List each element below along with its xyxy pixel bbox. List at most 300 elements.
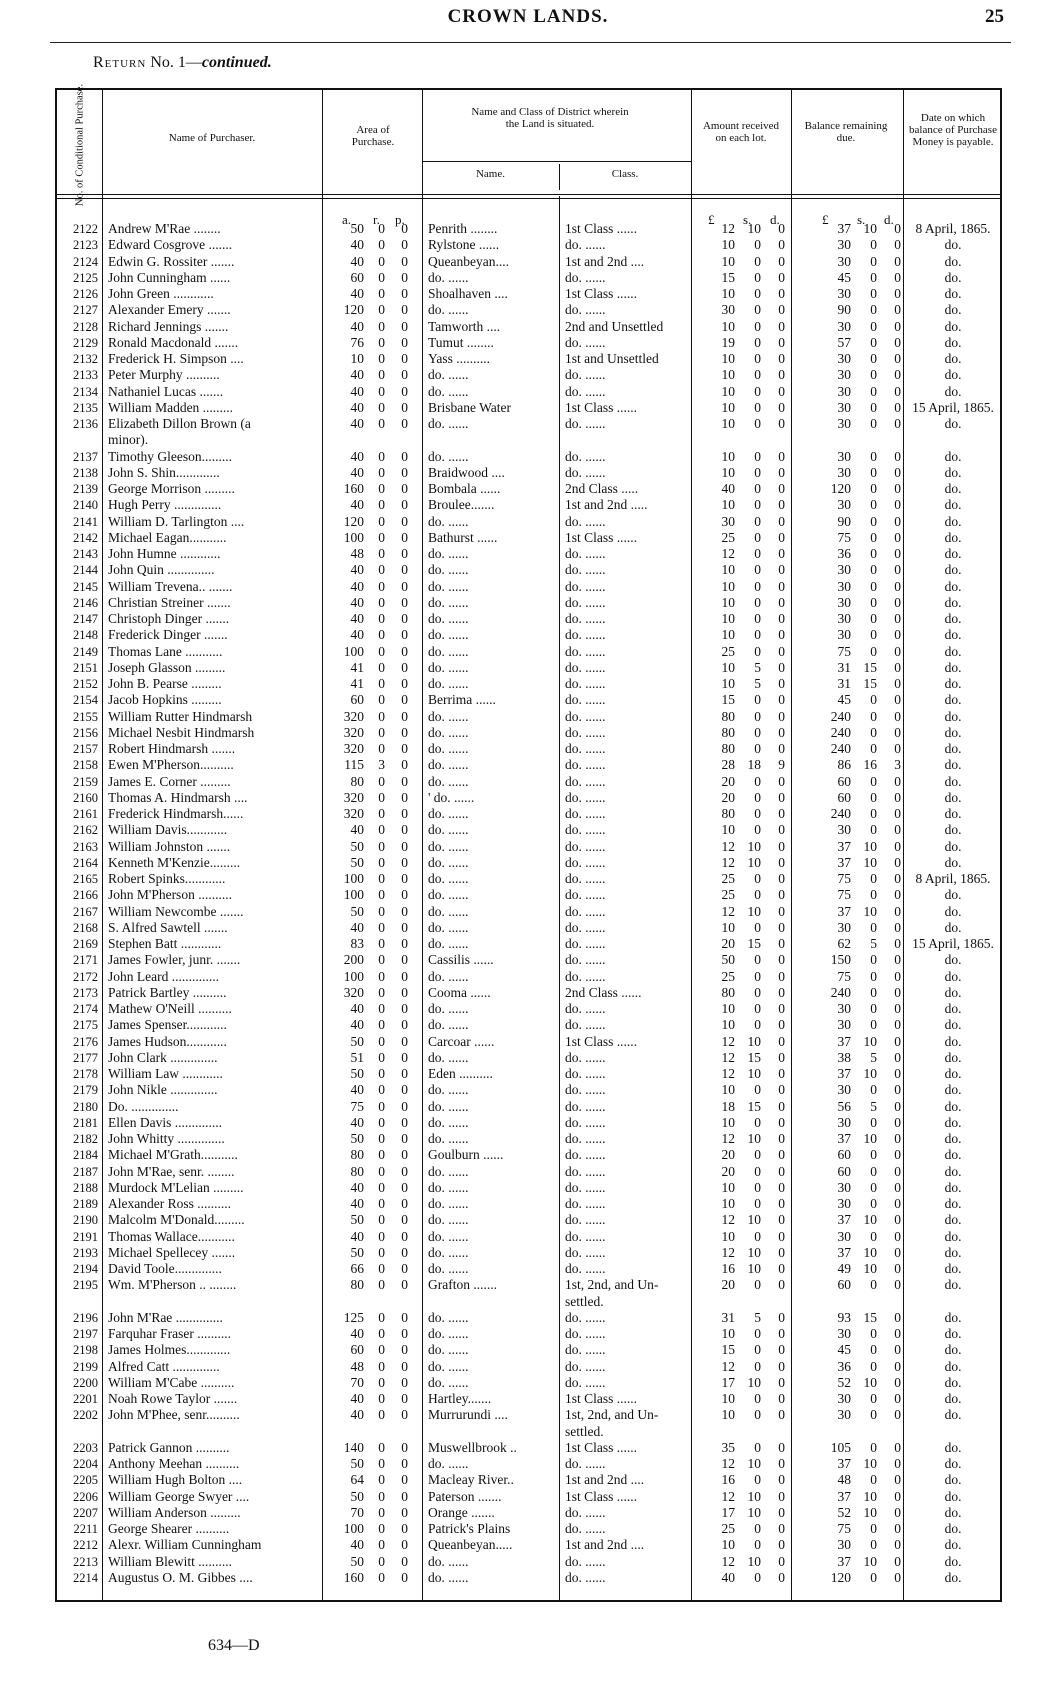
purchase-number: 2213 [73, 1554, 98, 1569]
area-acres: 50 [350, 1488, 364, 1504]
area-acres: 40 [350, 578, 364, 594]
district-name: do. ...... [428, 611, 469, 626]
amount-pounds: 25 [721, 887, 735, 903]
district-name: Macleay River.. [428, 1472, 514, 1488]
balance-shillings: 10 [863, 1374, 877, 1390]
amount-pounds: 10 [721, 562, 735, 578]
district-name: Queanbeyan..... [428, 1537, 513, 1553]
district-name: do. ...... [428, 968, 469, 984]
balance-pence: 0 [894, 1114, 901, 1130]
unit-pence-balance: d. [884, 212, 894, 227]
area-acres: 320 [343, 708, 364, 724]
area-roods: 0 [378, 789, 385, 805]
balance-pence: 0 [894, 887, 901, 903]
payable-date: do. [944, 1456, 962, 1471]
purchase-number: 2195 [73, 1278, 98, 1293]
area-roods: 0 [378, 838, 385, 854]
area-acres: 10 [350, 351, 364, 366]
amount-pounds: 12 [721, 1358, 735, 1374]
district-name: do. ...... [428, 887, 469, 903]
area-roods: 0 [378, 984, 385, 1000]
purchaser-name: William Davis............ [108, 822, 228, 838]
purchase-number: 2129 [73, 335, 98, 350]
area-acres: 40 [350, 627, 364, 643]
district-name: Rylstone ...... [428, 237, 500, 253]
payable-date: do. [944, 1277, 962, 1293]
district-class: do. ...... [565, 692, 606, 708]
header-no: No. of Conditional Purchase. [74, 83, 86, 207]
area-roods: 0 [378, 383, 385, 399]
area-roods: 0 [378, 1066, 385, 1081]
area-perches: 0 [401, 416, 408, 431]
district-name: do. ...... [428, 448, 469, 464]
amount-pounds: 10 [721, 1391, 735, 1406]
table-row [0, 741, 1056, 757]
table-row [0, 936, 1056, 952]
balance-pence: 0 [894, 1488, 901, 1504]
amount-pounds: 12 [721, 1244, 735, 1260]
area-perches: 0 [401, 968, 408, 984]
table-row [0, 1440, 1056, 1456]
purchase-number: 2167 [73, 904, 98, 919]
payable-date: do. [944, 806, 962, 821]
balance-pounds: 75 [837, 968, 851, 984]
balance-pence: 0 [894, 269, 901, 285]
area-roods: 0 [378, 237, 385, 253]
district-name: Grafton ....... [428, 1277, 497, 1293]
purchaser-name: John Humne ............ [108, 546, 221, 561]
amount-shillings: 0 [754, 692, 761, 708]
amount-pounds: 12 [721, 546, 735, 561]
area-roods: 0 [378, 1017, 385, 1033]
area-roods: 0 [378, 497, 385, 513]
payable-date: do. [944, 1228, 962, 1244]
amount-pence: 0 [778, 1244, 785, 1260]
amount-shillings: 0 [754, 1358, 761, 1374]
amount-pence: 0 [778, 416, 785, 431]
district-name: do. ...... [428, 562, 469, 578]
balance-pence: 0 [894, 302, 901, 318]
district-name: do. ...... [428, 1374, 469, 1390]
purchaser-name: William George Swyer .... [108, 1488, 250, 1504]
purchaser-name: James Spenser............ [108, 1017, 227, 1033]
payable-date: do. [944, 302, 962, 318]
amount-pounds: 17 [721, 1504, 735, 1520]
district-class: 2nd Class ..... [565, 481, 639, 496]
area-perches: 0 [401, 221, 408, 236]
header-date: Date on which balance of Purchase Money is payable. [909, 112, 997, 148]
table-row [0, 822, 1056, 838]
amount-pence: 0 [778, 789, 785, 805]
purchase-number: 2138 [73, 465, 98, 480]
area-roods: 0 [378, 627, 385, 643]
area-perches: 0 [401, 936, 408, 951]
balance-pounds: 36 [837, 1358, 851, 1374]
amount-pounds: 10 [721, 676, 735, 691]
purchaser-name: Ewen M'Pherson.......... [108, 757, 234, 773]
purchase-number: 2162 [73, 823, 98, 838]
amount-pence: 0 [778, 1407, 785, 1423]
area-perches: 0 [401, 237, 408, 253]
district-class: do. ...... [565, 773, 606, 789]
area-roods: 0 [378, 1001, 385, 1016]
balance-shillings: 0 [870, 708, 877, 724]
payable-date: do. [944, 1504, 962, 1520]
balance-pence: 0 [894, 919, 901, 935]
purchaser-name: George Shearer .......... [108, 1521, 230, 1536]
amount-pounds: 10 [721, 1228, 735, 1244]
district-class: do. ...... [565, 1342, 606, 1358]
district-class: do. ...... [565, 448, 606, 464]
purchase-number: 2190 [73, 1213, 98, 1228]
area-perches: 0 [401, 1537, 408, 1553]
district-class: 1st Class ...... [565, 399, 638, 415]
amount-pounds: 40 [721, 1569, 735, 1585]
amount-pence: 0 [778, 1261, 785, 1276]
amount-pounds: 10 [721, 464, 735, 480]
area-acres: 40 [350, 416, 364, 431]
amount-pence: 0 [778, 1131, 785, 1146]
balance-pence: 0 [894, 741, 901, 756]
purchase-number: 2143 [73, 547, 98, 561]
area-acres: 40 [350, 611, 364, 626]
district-class: do. ...... [565, 1179, 606, 1195]
table-row [0, 985, 1056, 1001]
payable-date: do. [944, 1017, 962, 1033]
balance-pounds: 240 [830, 708, 851, 724]
payable-date: do. [944, 1521, 962, 1536]
district-class: 2nd and Unsettled [565, 318, 664, 334]
amount-pounds: 35 [721, 1439, 735, 1455]
balance-pounds: 37 [837, 1553, 851, 1569]
amount-pounds: 12 [721, 838, 735, 854]
balance-pounds: 30 [837, 562, 851, 578]
balance-pounds: 240 [830, 741, 851, 756]
balance-shillings: 0 [870, 237, 877, 253]
amount-pence: 0 [778, 822, 785, 838]
balance-shillings: 15 [863, 659, 877, 675]
district-class: do. ...... [565, 676, 606, 691]
area-perches: 0 [401, 1504, 408, 1520]
district-name: do. ...... [428, 822, 469, 838]
balance-pounds: 30 [837, 416, 851, 431]
purchaser-name: Elizabeth Dillon Brown (a [108, 416, 251, 431]
amount-shillings: 0 [754, 1326, 761, 1341]
balance-pounds: 60 [837, 1147, 851, 1163]
amount-shillings: 0 [754, 1342, 761, 1358]
area-acres: 50 [350, 221, 364, 236]
area-acres: 125 [343, 1309, 364, 1325]
district-name: do. ...... [428, 1342, 469, 1358]
amount-pence: 0 [778, 286, 785, 301]
area-perches: 0 [401, 1553, 408, 1569]
balance-pence: 0 [894, 578, 901, 594]
balance-shillings: 0 [870, 806, 877, 821]
running-title: CROWN LANDS. [447, 6, 609, 27]
table-row [0, 449, 1056, 465]
district-class: do. ...... [565, 1017, 606, 1033]
unit-shillings-amount: s. [743, 212, 752, 227]
purchaser-name: James E. Corner ......... [108, 773, 231, 789]
area-acres: 80 [350, 773, 364, 789]
area-perches: 0 [401, 1309, 408, 1325]
balance-pounds: 37 [837, 1212, 851, 1228]
balance-pounds: 86 [837, 757, 851, 773]
purchaser-name: Thomas Wallace........... [108, 1228, 235, 1244]
purchase-number: 2200 [73, 1375, 98, 1390]
purchaser-name: Alexander Ross .......... [108, 1196, 231, 1211]
area-acres: 60 [350, 692, 364, 708]
balance-shillings: 10 [863, 1131, 877, 1146]
amount-pounds: 10 [721, 1407, 735, 1423]
area-perches: 0 [401, 1358, 408, 1374]
balance-shillings: 0 [870, 513, 877, 529]
purchase-number: 2164 [73, 855, 98, 870]
area-roods: 0 [378, 1147, 385, 1163]
amount-shillings: 0 [754, 546, 761, 561]
area-roods: 0 [378, 253, 385, 269]
amount-shillings: 10 [747, 1488, 761, 1504]
balance-shillings: 10 [863, 854, 877, 870]
area-perches: 0 [401, 578, 408, 594]
district-class: do. ...... [565, 871, 606, 886]
district-class: 1st Class ...... [565, 1488, 638, 1504]
purchase-number: 2161 [73, 807, 98, 821]
area-roods: 0 [378, 367, 385, 383]
district-name: do. ...... [428, 1244, 469, 1260]
purchase-number: 2206 [73, 1489, 98, 1504]
area-acres: 40 [350, 1196, 364, 1211]
district-name: do. ...... [428, 838, 469, 854]
purchaser-name: Ronald Macdonald ....... [108, 334, 239, 350]
district-name: do. ...... [428, 1196, 469, 1211]
balance-shillings: 0 [870, 1228, 877, 1244]
payable-date: do. [944, 903, 962, 919]
table-row [0, 319, 1056, 335]
amount-shillings: 0 [754, 871, 761, 886]
balance-pence: 0 [894, 529, 901, 545]
purchase-number: 2160 [73, 790, 98, 805]
district-name: do. ...... [428, 1228, 469, 1244]
balance-pence: 0 [894, 416, 901, 431]
balance-pounds: 37 [837, 221, 851, 236]
table-row [0, 871, 1056, 887]
balance-shillings: 0 [870, 692, 877, 708]
table-row [0, 1115, 1056, 1131]
balance-pence: 0 [894, 1147, 901, 1163]
area-acres: 50 [350, 1066, 364, 1081]
purchaser-name: John S. Shin............. [108, 464, 220, 480]
district-class: do. ...... [565, 383, 606, 399]
district-name: do. ...... [428, 302, 469, 318]
balance-shillings: 10 [863, 221, 877, 236]
district-class: do. ...... [565, 1569, 606, 1585]
district-name: Goulburn ...... [428, 1147, 504, 1163]
purchaser-name: minor). [108, 432, 149, 448]
district-class: do. ...... [565, 1553, 606, 1569]
balance-pounds: 37 [837, 1033, 851, 1049]
balance-pence: 0 [894, 627, 901, 643]
amount-pence: 0 [778, 1342, 785, 1358]
amount-pence: 0 [778, 318, 785, 334]
payable-date: do. [944, 887, 962, 903]
district-class: do. ...... [565, 1066, 606, 1081]
district-name: Muswellbrook .. [428, 1439, 517, 1455]
amount-pence: 0 [778, 594, 785, 610]
area-perches: 0 [401, 1326, 408, 1341]
purchaser-name: John Cunningham ...... [108, 269, 231, 285]
amount-pence: 0 [778, 1504, 785, 1520]
payable-date: do. [944, 822, 962, 838]
balance-shillings: 0 [870, 546, 877, 561]
payable-date: do. [944, 1391, 962, 1406]
purchase-number: 2176 [73, 1034, 98, 1049]
district-class: settled. [565, 1423, 604, 1439]
amount-pence: 0 [778, 659, 785, 675]
payable-date: do. [944, 562, 962, 578]
area-acres: 60 [350, 1342, 364, 1358]
amount-pounds: 10 [721, 611, 735, 626]
table-row [0, 611, 1056, 627]
amount-shillings: 0 [754, 253, 761, 269]
balance-pounds: 30 [837, 351, 851, 366]
district-name: do. ...... [428, 1553, 469, 1569]
area-roods: 0 [378, 871, 385, 886]
amount-pence: 0 [778, 692, 785, 708]
district-class: do. ...... [565, 334, 606, 350]
purchaser-name: William D. Tarlington .... [108, 513, 245, 529]
amount-pence: 0 [778, 773, 785, 789]
balance-pence: 0 [894, 1082, 901, 1098]
purchase-number: 2123 [73, 238, 98, 253]
payable-date: do. [944, 611, 962, 626]
area-acres: 40 [350, 562, 364, 578]
payable-date: do. [944, 351, 962, 366]
balance-pence: 0 [894, 708, 901, 724]
district-name: do. ...... [428, 1179, 469, 1195]
table-row [0, 270, 1056, 286]
amount-pounds: 10 [721, 367, 735, 383]
amount-pence: 0 [778, 334, 785, 350]
purchase-number: 2147 [73, 612, 98, 626]
amount-pence: 0 [778, 1309, 785, 1325]
area-acres: 160 [343, 481, 364, 496]
payable-date: do. [944, 854, 962, 870]
amount-pounds: 12 [721, 1033, 735, 1049]
table-row [0, 676, 1056, 692]
payable-date: do. [944, 1066, 962, 1081]
balance-shillings: 0 [870, 1082, 877, 1098]
amount-pounds: 10 [721, 286, 735, 301]
district-name: do. ...... [428, 903, 469, 919]
amount-pence: 0 [778, 854, 785, 870]
area-acres: 40 [350, 594, 364, 610]
amount-pounds: 10 [721, 919, 735, 935]
table-row [0, 1050, 1056, 1066]
footer-code: 634—D [208, 1637, 260, 1654]
district-name: Penrith ........ [428, 221, 498, 236]
amount-pounds: 25 [721, 968, 735, 984]
amount-pounds: 25 [721, 643, 735, 659]
purchase-number: 2174 [73, 1002, 98, 1016]
table-row [0, 562, 1056, 578]
area-acres: 50 [350, 1244, 364, 1260]
area-acres: 40 [350, 1326, 364, 1341]
balance-pounds: 48 [837, 1472, 851, 1488]
balance-pence: 0 [894, 399, 901, 415]
purchaser-name: Richard Jennings ....... [108, 318, 229, 334]
area-perches: 0 [401, 611, 408, 626]
balance-pounds: 30 [837, 1196, 851, 1211]
balance-pence: 0 [894, 237, 901, 253]
amount-pounds: 80 [721, 806, 735, 821]
purchaser-name: Alexr. William Cunningham [108, 1537, 262, 1553]
amount-pence: 0 [778, 529, 785, 545]
area-perches: 0 [401, 1017, 408, 1033]
amount-pence: 9 [778, 757, 785, 773]
balance-pence: 0 [894, 1163, 901, 1179]
payable-date: do. [944, 757, 962, 773]
amount-shillings: 0 [754, 822, 761, 838]
purchaser-name: Michael Spellecey ....... [108, 1244, 236, 1260]
table-row [0, 855, 1056, 871]
payable-date: do. [944, 692, 962, 708]
balance-pence: 0 [894, 464, 901, 480]
unit-perches: p. [395, 212, 405, 227]
payable-date: do. [944, 1358, 962, 1374]
amount-shillings: 0 [754, 1114, 761, 1130]
amount-pence: 0 [778, 383, 785, 399]
balance-pence: 0 [894, 1374, 901, 1390]
area-roods: 0 [378, 676, 385, 691]
amount-pounds: 10 [721, 383, 735, 399]
area-acres: 48 [350, 1358, 364, 1374]
district-name: Murrurundi .... [428, 1407, 508, 1423]
amount-pounds: 18 [721, 1098, 735, 1114]
payable-date: do. [944, 383, 962, 399]
area-perches: 0 [401, 822, 408, 838]
balance-pounds: 37 [837, 903, 851, 919]
district-name: do. ...... [428, 643, 469, 659]
amount-pounds: 16 [721, 1472, 735, 1488]
amount-shillings: 0 [754, 1001, 761, 1016]
area-roods: 0 [378, 1261, 385, 1276]
balance-shillings: 0 [870, 594, 877, 610]
district-name: Shoalhaven .... [428, 286, 508, 301]
balance-shillings: 0 [870, 416, 877, 431]
amount-pence: 0 [778, 1082, 785, 1098]
purchaser-name: Murdock M'Lelian ......... [108, 1179, 244, 1195]
amount-pounds: 12 [721, 1488, 735, 1504]
amount-pence: 0 [778, 546, 785, 561]
area-perches: 0 [401, 1033, 408, 1049]
district-class: do. ...... [565, 806, 606, 821]
balance-pounds: 120 [830, 481, 851, 496]
district-name: do. ...... [428, 1569, 469, 1585]
area-acres: 51 [350, 1049, 364, 1065]
amount-pence: 0 [778, 936, 785, 951]
balance-shillings: 0 [870, 464, 877, 480]
area-roods: 0 [378, 903, 385, 919]
purchaser-name: Patrick Gannon .......... [108, 1439, 230, 1455]
area-roods: 3 [378, 757, 385, 773]
balance-pence: 0 [894, 1244, 901, 1260]
district-class: do. ...... [565, 1358, 606, 1374]
area-roods: 0 [378, 594, 385, 610]
purchaser-name: John M'Pherson .......... [108, 887, 232, 903]
area-perches: 0 [401, 1212, 408, 1228]
balance-pence: 0 [894, 1131, 901, 1146]
